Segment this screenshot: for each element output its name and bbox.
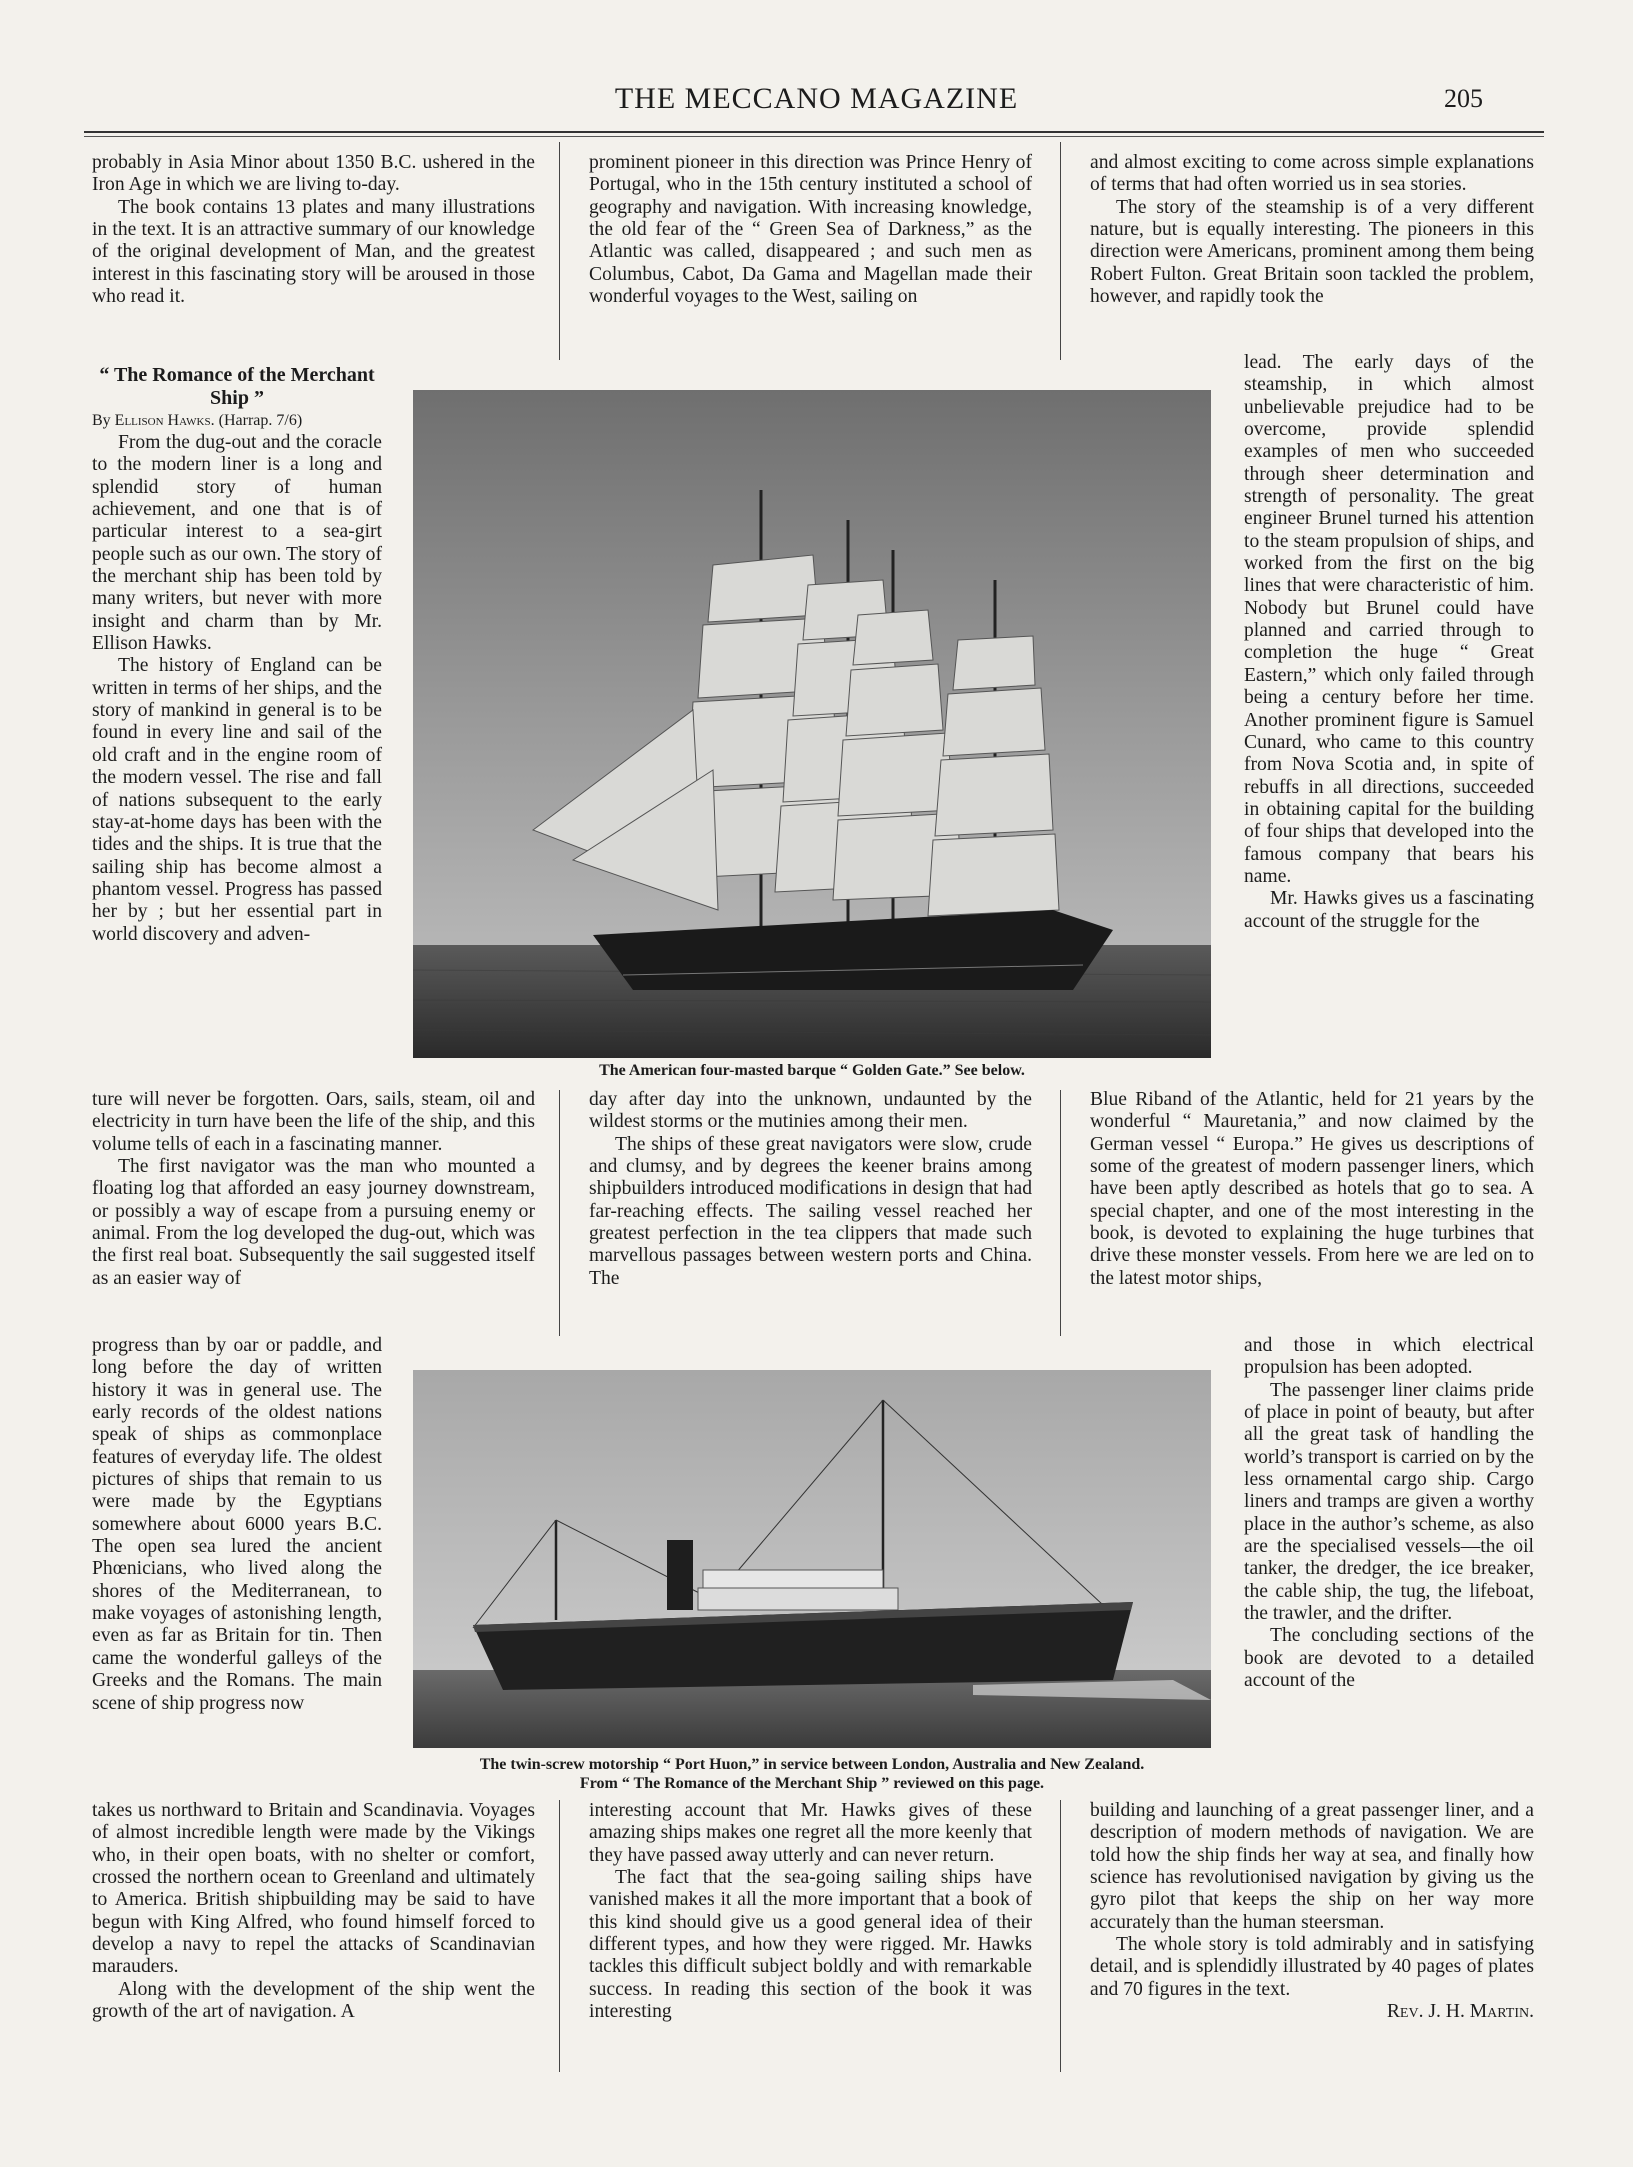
paragraph: From the dug-out and the coracle to the modern liner is a long and splendid story of human achievement, and one that is of particular interest to a sea-girt people such as our own. The story of the merchant ship has been told by many writers, but never with more insight and charm than by Mr. Ellison Hawks. xyxy=(92,432,382,655)
paragraph: prominent pioneer in this direction was Prince Henry of Portugal, who in the 15th century instituted a school of geography and navigation. With increasing knowledge, the old fear of the “ Green Sea of Darkness,” as the Atlantic was called, disappeared ; and such men as Columbus, Cabot, Da Gama and Magellan made their wonderful voyages to the West, sailing on xyxy=(589,152,1032,308)
paragraph: progress than by oar or paddle, and long before the day of written history it was in general use. The early records of the oldest nations speak of ships as commonplace features of everyday life. The oldest pictures of ships that remain to us were made by the Egyptians somewhere about 6000 years B.C. The open sea lured the ancient Phœnicians, who lived along the shores of the Mediterranean, to make voyages of astonishing length, even as far as Britain for tin. Then came the wonderful galleys of the Greeks and the Romans. The main scene of ship progress now xyxy=(92,1335,382,1714)
paragraph: The history of England can be written in terms of her ships, and the story of mankind in general is to be found in every line and sail of the old craft and in the engine room of the modern vessel. The rise and fall of nations subsequent to the early stay-at-home days has been with the tides and the ships. It is true that the sailing ship has become almost a phantom vessel. Progress has passed her by ; but her essential part in world discovery and adven- xyxy=(92,655,382,945)
column-divider xyxy=(1060,142,1061,360)
motorship-caption-line1: The twin-screw motorship “ Port Huon,” in service between London, Australia and New Zealand. xyxy=(479,1756,1145,1773)
four-masted-barque-illustration xyxy=(413,390,1211,1058)
motorship-photo xyxy=(413,1370,1211,1748)
page-number: 205 xyxy=(1444,84,1483,113)
article-column-1-mid xyxy=(92,1089,535,1290)
article-column-3-side2 xyxy=(1244,1335,1534,1693)
paragraph: The concluding sections of the book are devoted to a detailed account of the xyxy=(1244,1625,1534,1692)
review-byline xyxy=(92,410,382,432)
article-column-3-bottom xyxy=(1090,1800,1534,2023)
article-column-2-bottom xyxy=(589,1800,1032,2023)
paragraph: The passenger liner claims pride of place in point of beauty, but after all the great task of handling the world’s transport is carried on by the less ornamental cargo ship. Cargo liners and tramps are given a worthy place in the author’s scheme, as also are the specialised vessels—the oil tanker, the dredger, the ice breaker, the cable ship, the tug, the lifeboat, the trawler, and the drifter. xyxy=(1244,1379,1534,1625)
paragraph: Mr. Hawks gives us a fascinating account of the struggle for the xyxy=(1244,888,1534,932)
paragraph: The whole story is told admirably and in satisfying detail, and is splendidly illustrated by 40 pages of plates and 70 figures in the text. xyxy=(1090,1934,1534,2000)
paragraph: takes us northward to Britain and Scandinavia. Voyages of almost incredible length were made by the Vikings who, in their open boats, with no shelter or comfort, crossed the northern ocean to Greenland and ultimately to America. British shipbuilding may be said to have begun with King Alfred, who found himself forced to develop a navy to repel the attacks of Scandinavian marauders. xyxy=(92,1800,535,1978)
column-divider xyxy=(1060,1090,1061,1336)
paragraph: The story of the steamship is of a very different nature, but is equally interesting. The pioneers in this direction were Americans, prominent among them being Robert Fulton. Great Britain soon tackled the problem, however, and rapidly took the xyxy=(1090,196,1534,308)
article-column-3-mid xyxy=(1090,1089,1534,1290)
header-rule-thin xyxy=(84,136,1544,137)
article-column-3-top xyxy=(1090,152,1534,308)
paragraph: The fact that the sea-going sailing ships have vanished makes it all the more important that a book of this kind should give us a good general idea of their different types, and how they were rigged. Mr. Hawks tackles this difficult subject boldly and with remarkable success. In reading this section of the book it was interesting xyxy=(589,1867,1032,2023)
paragraph: Along with the development of the ship went the growth of the art of navigation. A xyxy=(92,1978,535,2023)
paragraph: interesting account that Mr. Hawks gives of these amazing ships makes one regret all the more keenly that they have passed away utterly and can never return. xyxy=(589,1800,1032,1866)
paragraph: ture will never be forgotten. Oars, sails, steam, oil and electricity in turn have been the life of the ship, and this volume tells of each in a fascinating manner. xyxy=(92,1089,535,1155)
paragraph: The ships of these great navigators were slow, crude and clumsy, and by degrees the keener brains among shipbuilders introduced modifications in design that had far-reaching effects. The sailing vessel reached her greatest perfection in the tea clippers that made such marvellous passages between western ports and China. The xyxy=(589,1133,1032,1289)
paragraph: The book contains 13 plates and many illustrations in the text. It is an attractive summary of our knowledge of the original development of Man, and the greatest interest in this fascinating story will be aroused in those who read it. xyxy=(92,196,535,308)
motorship-caption-line2: From “ The Romance of the Merchant Ship ” reviewed on this page. xyxy=(579,1775,1045,1792)
paragraph: day after day into the unknown, undaunted by the wildest storms or the mutinies among their men. xyxy=(589,1089,1032,1133)
article-column-1-bottom xyxy=(92,1800,535,2023)
motorship-illustration xyxy=(413,1370,1211,1748)
column-divider xyxy=(559,1090,560,1336)
barque-caption: The American four-masted barque “ Golden Gate.” See below. xyxy=(599,1062,1025,1079)
byline-prefix: By xyxy=(92,412,111,429)
byline-author: Ellison Hawks. xyxy=(114,412,215,429)
byline-publisher: (Harrap. 7/6) xyxy=(218,412,303,429)
motorship-caption xyxy=(413,1755,1211,1793)
paragraph: Blue Riband of the Atlantic, held for 21 years by the wonderful “ Mauretania,” and now claimed by the German vessel “ Europa.” He gives us descriptions of some of the greatest of modern passenger liners, which have been aptly described as hotels that go to sea. A special chapter, and one of the most interesting in the book, is devoted to explaining the huge turbines that drive these monster vessels. From here we are led on to the latest motor ships, xyxy=(1090,1089,1534,1289)
article-column-1-side2 xyxy=(92,1335,382,1715)
article-column-3-side xyxy=(1244,352,1534,933)
article-column-2-top xyxy=(589,152,1032,308)
paragraph: The first navigator was the man who mounted a floating log that afforded an easy journey downstream, or possibly a way of escape from a pursuing enemy or animal. From the log developed the dug-out, which was the first real boat. Subsequently the sail suggested itself as an easier way of xyxy=(92,1156,535,1289)
column-divider xyxy=(1060,1800,1061,2072)
paragraph: lead. The early days of the steamship, in which almost unbelievable prejudice had to be overcome, provide splendid examples of men who succeeded through sheer determination and strength of personality. The great engineer Brunel turned his attention to the steam propulsion of ships, and worked from the first on the big lines that were characteristic of him. Nobody but Brunel could have planned and carried through to completion the huge “ Great Eastern,” which only failed through being a century before her time. Another prominent figure is Samuel Cunard, who came to this country from Nova Scotia and, in spite of rebuffs in all directions, succeeded in obtaining capital for the building of four ships that developed into the famous company that bears his name. xyxy=(1244,352,1534,887)
paragraph: and those in which electrical propulsion has been adopted. xyxy=(1244,1335,1534,1379)
paragraph: and almost exciting to come across simple explanations of terms that had often worried us in sea stories. xyxy=(1090,152,1534,196)
header-rule xyxy=(84,131,1544,133)
reviewer-signature: Rev. J. H. Martin. xyxy=(1386,2001,1534,2023)
paragraph: probably in Asia Minor about 1350 B.C. ushered in the Iron Age in which we are living to-day. xyxy=(92,152,535,196)
column-divider xyxy=(559,142,560,360)
magazine-title: THE MECCANO MAGAZINE xyxy=(614,82,1019,115)
article-column-1-side xyxy=(92,364,382,946)
column-divider xyxy=(559,1800,560,2072)
barque-photo xyxy=(413,390,1211,1058)
review-heading: “ The Romance of the Merchant Ship ” xyxy=(99,364,375,409)
article-column-2-mid xyxy=(589,1089,1032,1290)
article-column-1-top xyxy=(92,152,535,308)
paragraph: building and launching of a great passenger liner, and a description of modern methods of navigation. We are told how the ship finds her way at sea, and finally how science has revolutionised navigation by giving us the gyro pilot that keeps the ship on her way more accurately than the human steersman. xyxy=(1090,1800,1534,1933)
